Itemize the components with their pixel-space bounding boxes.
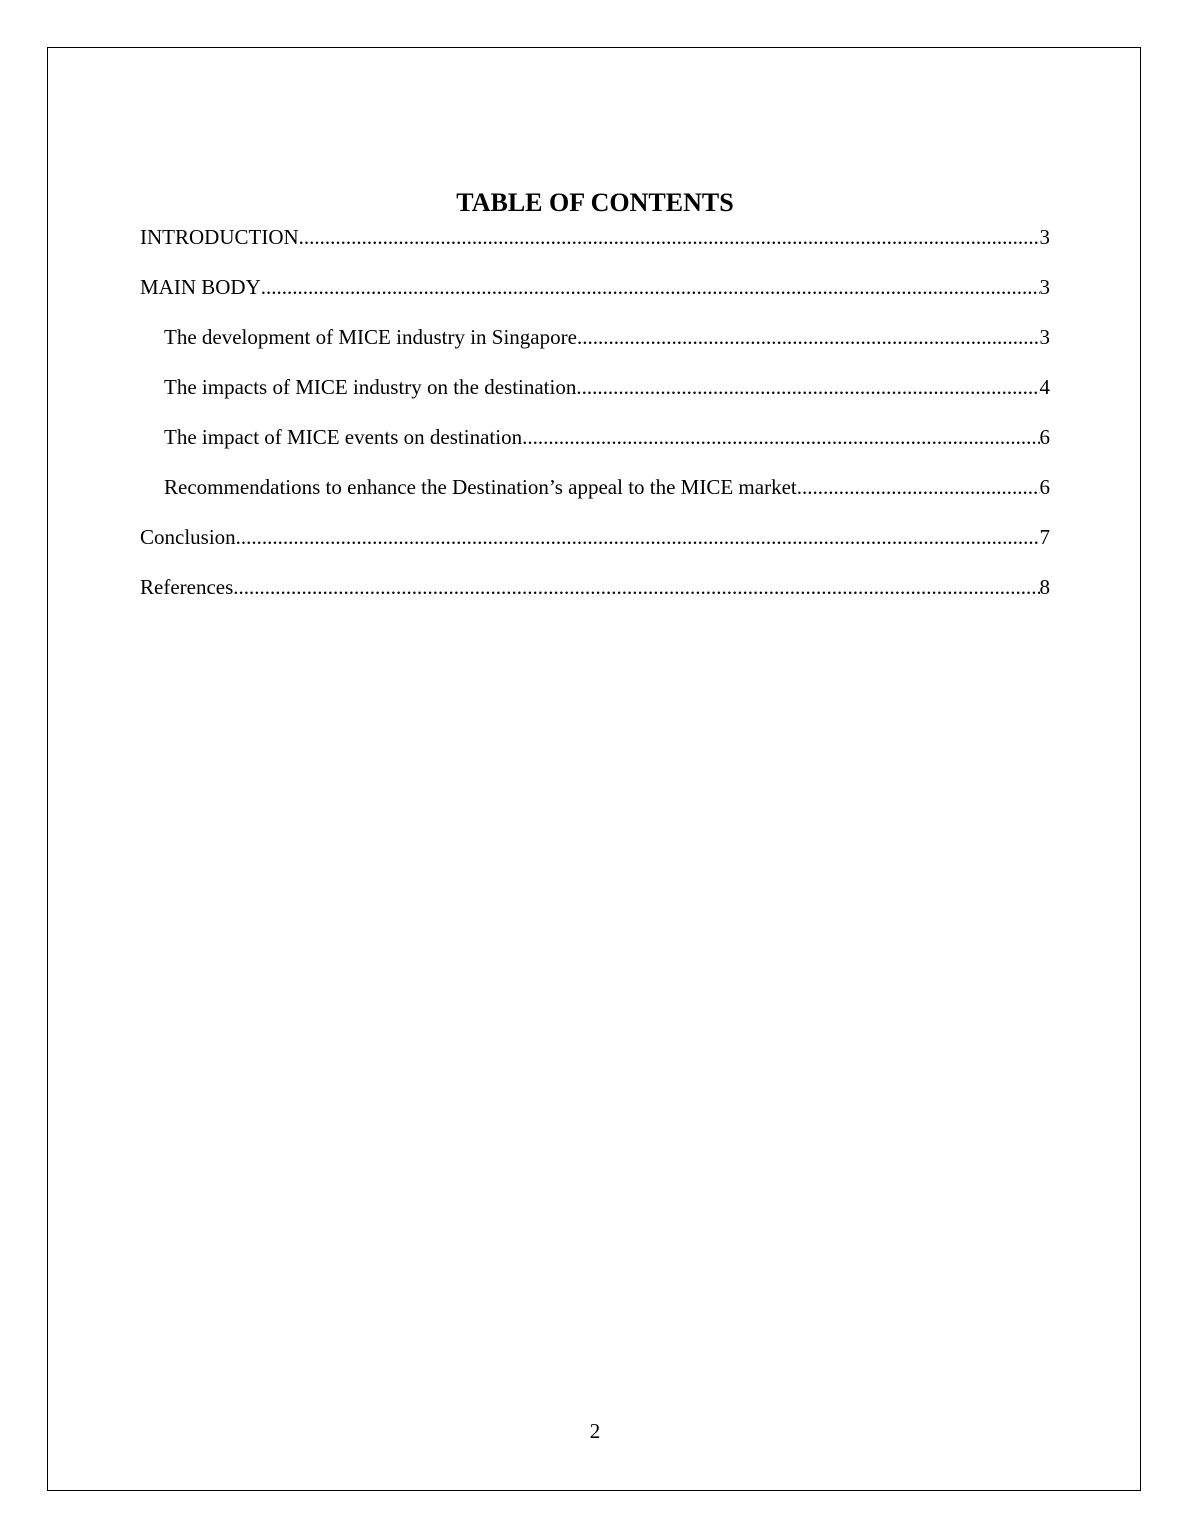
dot-leader [797, 472, 1040, 502]
toc-entry-page: 8 [1039, 575, 1050, 599]
toc-entry-introduction[interactable] [140, 222, 1050, 272]
toc-entry-label: The development of MICE industry in Singapore [164, 325, 577, 349]
toc-entry-label: INTRODUCTION [140, 225, 299, 249]
dot-leader [577, 322, 1040, 352]
toc-entry-main-body[interactable] [140, 272, 1050, 322]
dot-leader [299, 222, 1040, 252]
toc-entry-impact-of-mice-events[interactable] [140, 422, 1050, 472]
toc-entry-page: 4 [1039, 375, 1050, 399]
toc-entry-page: 6 [1039, 475, 1050, 499]
toc-entry-label: Recommendations to enhance the Destination’s appeal to the MICE market [164, 475, 797, 499]
toc-entry-label: MAIN BODY [140, 275, 261, 299]
dot-leader [522, 422, 1039, 452]
toc-entry-page: 7 [1039, 525, 1050, 549]
toc-entry-label: References [140, 575, 234, 599]
page-number: 2 [589, 1419, 601, 1443]
table-of-contents [140, 222, 1050, 622]
dot-leader [261, 272, 1040, 302]
toc-entry-references[interactable] [140, 572, 1050, 622]
toc-title: TABLE OF CONTENTS [456, 188, 734, 217]
dot-leader [236, 522, 1040, 552]
toc-entry-recommendations[interactable] [140, 472, 1050, 522]
toc-entry-label: The impact of MICE events on destination [164, 425, 523, 449]
toc-entry-page: 3 [1039, 275, 1050, 299]
toc-entry-label: Conclusion [140, 525, 236, 549]
dot-leader [233, 572, 1039, 602]
toc-entry-page: 3 [1039, 225, 1050, 249]
toc-entry-page: 3 [1039, 325, 1050, 349]
toc-entry-conclusion[interactable] [140, 522, 1050, 572]
toc-entry-page: 6 [1039, 425, 1050, 449]
toc-entry-development-of-mice[interactable] [140, 322, 1050, 372]
toc-entry-label: The impacts of MICE industry on the destination [164, 375, 577, 399]
toc-entry-impacts-of-mice-industry[interactable] [140, 372, 1050, 422]
dot-leader [576, 372, 1039, 402]
